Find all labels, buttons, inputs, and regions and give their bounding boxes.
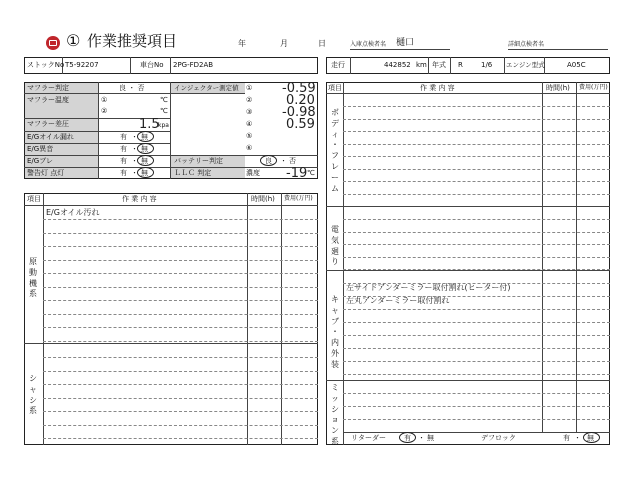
- muffler-temp-2-mark: ②: [101, 107, 108, 115]
- engine-label: エンジン型式: [506, 61, 545, 69]
- year-era[interactable]: R: [458, 61, 463, 69]
- ruled-line: [43, 219, 318, 220]
- eg-vib-none-circle: [137, 155, 154, 166]
- ruled-line: [343, 257, 610, 258]
- year-label: 年式: [432, 61, 446, 69]
- ruled-line: [343, 156, 610, 157]
- eg-noise-yes[interactable]: 有: [120, 145, 127, 153]
- ruled-line: [43, 287, 318, 288]
- ruled-line: [343, 374, 610, 375]
- date-year-label: 年: [238, 39, 246, 48]
- eg-oil-none-circle: [137, 131, 154, 142]
- cab-entry-2[interactable]: 左丸アンダーミラー取付割れ: [346, 296, 450, 305]
- battery-label: バッテリー判定: [174, 157, 223, 165]
- eg-vibration-label: E/Gブレ: [27, 157, 53, 165]
- battery-good-circle: [260, 155, 277, 166]
- ruled-line: [343, 119, 610, 120]
- ruled-line: [343, 322, 610, 323]
- injector-mark-3: ③: [246, 108, 253, 116]
- eg-vib-yes[interactable]: 有: [120, 157, 127, 165]
- difflock-label: デフロック: [481, 434, 516, 442]
- injector-value-4[interactable]: 0.59: [286, 117, 315, 132]
- chassis-section-label: シ ャ シ 系: [29, 374, 37, 416]
- difflock-yes[interactable]: 有: [563, 434, 570, 442]
- ruled-line: [343, 361, 610, 362]
- stock-label: ストックNo: [27, 61, 65, 69]
- injector-value-2[interactable]: 0.20: [286, 93, 315, 108]
- muffler-temp-2-unit: ℃: [160, 107, 168, 115]
- ruled-line: [343, 194, 610, 195]
- page-title: 作業推奨項目: [87, 32, 178, 50]
- detail-inspector-underline: [508, 49, 608, 50]
- llc-label: ＬＬＣ 判定: [174, 169, 212, 177]
- left-work-table: [24, 193, 318, 445]
- mileage-label: 走行: [331, 61, 345, 69]
- engine-value[interactable]: A05C: [567, 61, 586, 69]
- ruled-line: [343, 348, 610, 349]
- right-work-table: [326, 82, 610, 445]
- date-month-label: 月: [280, 39, 288, 48]
- intake-inspector-underline: [350, 49, 450, 50]
- intake-inspector-label: 入庫点検者名: [350, 41, 387, 48]
- left-entry-1[interactable]: E/Gオイル汚れ: [46, 208, 100, 217]
- stock-value[interactable]: T5-92207: [65, 61, 99, 69]
- retarder-yes-circle: [399, 432, 416, 443]
- retarder-no[interactable]: 無: [427, 434, 434, 442]
- ruled-line: [43, 246, 318, 247]
- muffler-diff-label: マフラー差圧: [27, 120, 69, 128]
- ruled-line: [343, 335, 610, 336]
- battery-bad[interactable]: 否: [289, 157, 296, 165]
- ruled-line: [43, 273, 318, 274]
- ruled-line: [343, 406, 610, 407]
- chassis-label: 車台No: [140, 61, 164, 69]
- eg-noise-label: E/G異音: [27, 145, 54, 153]
- logo-icon: [46, 36, 60, 50]
- warning-none-circle: [137, 167, 154, 178]
- ruled-line: [343, 232, 610, 233]
- muffler-diff-unit: kpa: [158, 122, 169, 129]
- eg-oil-none[interactable]: 無: [141, 133, 148, 141]
- difflock-no-circle: [583, 432, 600, 443]
- ruled-line: [343, 219, 610, 220]
- ruled-line: [43, 425, 318, 426]
- ruled-line: [343, 244, 610, 245]
- muffler-temp-1-unit: ℃: [160, 96, 168, 104]
- ruled-line: [343, 296, 610, 297]
- retarder-label: リターダー: [351, 434, 386, 442]
- ruled-line: [343, 169, 610, 170]
- warning-yes[interactable]: 有: [120, 169, 127, 177]
- eg-noise-none[interactable]: 無: [141, 145, 148, 153]
- muffler-temp-1-mark: ①: [101, 96, 108, 104]
- right-header-time: 時間(h): [546, 84, 570, 92]
- ruled-line: [343, 131, 610, 132]
- injector-mark-5: ⑤: [246, 132, 253, 140]
- ruled-line: [43, 398, 318, 399]
- ruled-line: [43, 411, 318, 412]
- eg-vib-none[interactable]: 無: [141, 157, 148, 165]
- ruled-line: [343, 269, 610, 270]
- retarder-yes[interactable]: 有: [404, 434, 411, 442]
- date-day-label: 日: [318, 39, 326, 48]
- difflock-no[interactable]: 無: [587, 434, 594, 442]
- chassis-value[interactable]: 2PG-FD2AB: [173, 61, 214, 69]
- left-header-time: 時間(h): [251, 195, 275, 203]
- engine-section-label: 原 動 機 系: [29, 257, 37, 299]
- warning-light-label: 警告灯 点灯: [27, 169, 65, 177]
- ruled-line: [43, 233, 318, 234]
- ruled-line: [43, 300, 318, 301]
- ruled-line: [43, 371, 318, 372]
- right-header-item: 項目: [328, 84, 342, 92]
- eg-oil-leak-label: E/Gオイル漏れ: [27, 133, 74, 141]
- right-header-cost: 費用(万円): [579, 84, 608, 91]
- ruled-line: [43, 384, 318, 385]
- ruled-line: [43, 438, 318, 439]
- injector-mark-4: ④: [246, 120, 253, 128]
- mileage-value[interactable]: 442852: [384, 61, 411, 69]
- ruled-line: [43, 357, 318, 358]
- mission-section-label: ミ ッ シ ョ ン 系: [331, 383, 339, 446]
- injector-mark-6: ⑥: [246, 144, 253, 152]
- right-header-work: 作 業 内 容: [420, 84, 455, 92]
- injector-value-1[interactable]: -0.59: [282, 81, 316, 96]
- cab-section-label: キ ャ ブ ・ 内 外 装: [331, 295, 339, 369]
- concentration-label: 濃度: [246, 169, 260, 177]
- mileage-unit: km: [416, 61, 427, 69]
- injector-label: インジェクター測定値: [174, 84, 239, 92]
- ruled-line: [43, 260, 318, 261]
- detail-inspector-label: 詳細点検者名: [508, 41, 545, 48]
- concentration-unit: ℃: [307, 169, 315, 177]
- muffler-judge-label: マフラー判定: [27, 84, 69, 92]
- muffler-good-bad[interactable]: 良 ・ 否: [119, 84, 145, 92]
- ruled-line: [343, 393, 610, 394]
- year-value[interactable]: 1/6: [481, 61, 493, 69]
- ruled-line: [43, 314, 318, 315]
- cab-entry-1[interactable]: 左サイドアンダーミラー取付割れ(ヒーター付): [346, 283, 511, 292]
- page-number: ①: [66, 31, 81, 50]
- electric-section-label: 電 気 廻 り: [331, 225, 339, 267]
- ruled-line: [343, 181, 610, 182]
- muffler-diff-value[interactable]: 1.5: [139, 117, 160, 132]
- ruled-line: [343, 144, 610, 145]
- ruled-line: [43, 327, 318, 328]
- body-section-label: ボ デ ィ ・ フ レ ー ム: [331, 108, 339, 193]
- ruled-line: [343, 419, 610, 420]
- warning-none[interactable]: 無: [141, 169, 148, 177]
- injector-mark-1: ①: [246, 84, 253, 92]
- intake-inspector-name[interactable]: 樋口: [396, 38, 415, 48]
- ruled-line: [43, 341, 318, 342]
- left-header-item: 項目: [27, 195, 41, 203]
- ruled-line: [343, 309, 610, 310]
- ruled-line: [343, 106, 610, 107]
- ruled-line: [343, 283, 610, 284]
- concentration-value[interactable]: -19: [286, 166, 308, 181]
- injector-value-3[interactable]: -0.98: [282, 105, 316, 120]
- muffler-temp-label: マフラー温度: [27, 96, 69, 104]
- left-header-work: 作 業 内 容: [122, 195, 157, 203]
- eg-noise-none-circle: [137, 143, 154, 154]
- left-header-cost: 費用(万円): [284, 195, 313, 202]
- eg-oil-yes[interactable]: 有: [120, 133, 127, 141]
- injector-mark-2: ②: [246, 96, 253, 104]
- battery-good[interactable]: 良: [265, 157, 272, 165]
